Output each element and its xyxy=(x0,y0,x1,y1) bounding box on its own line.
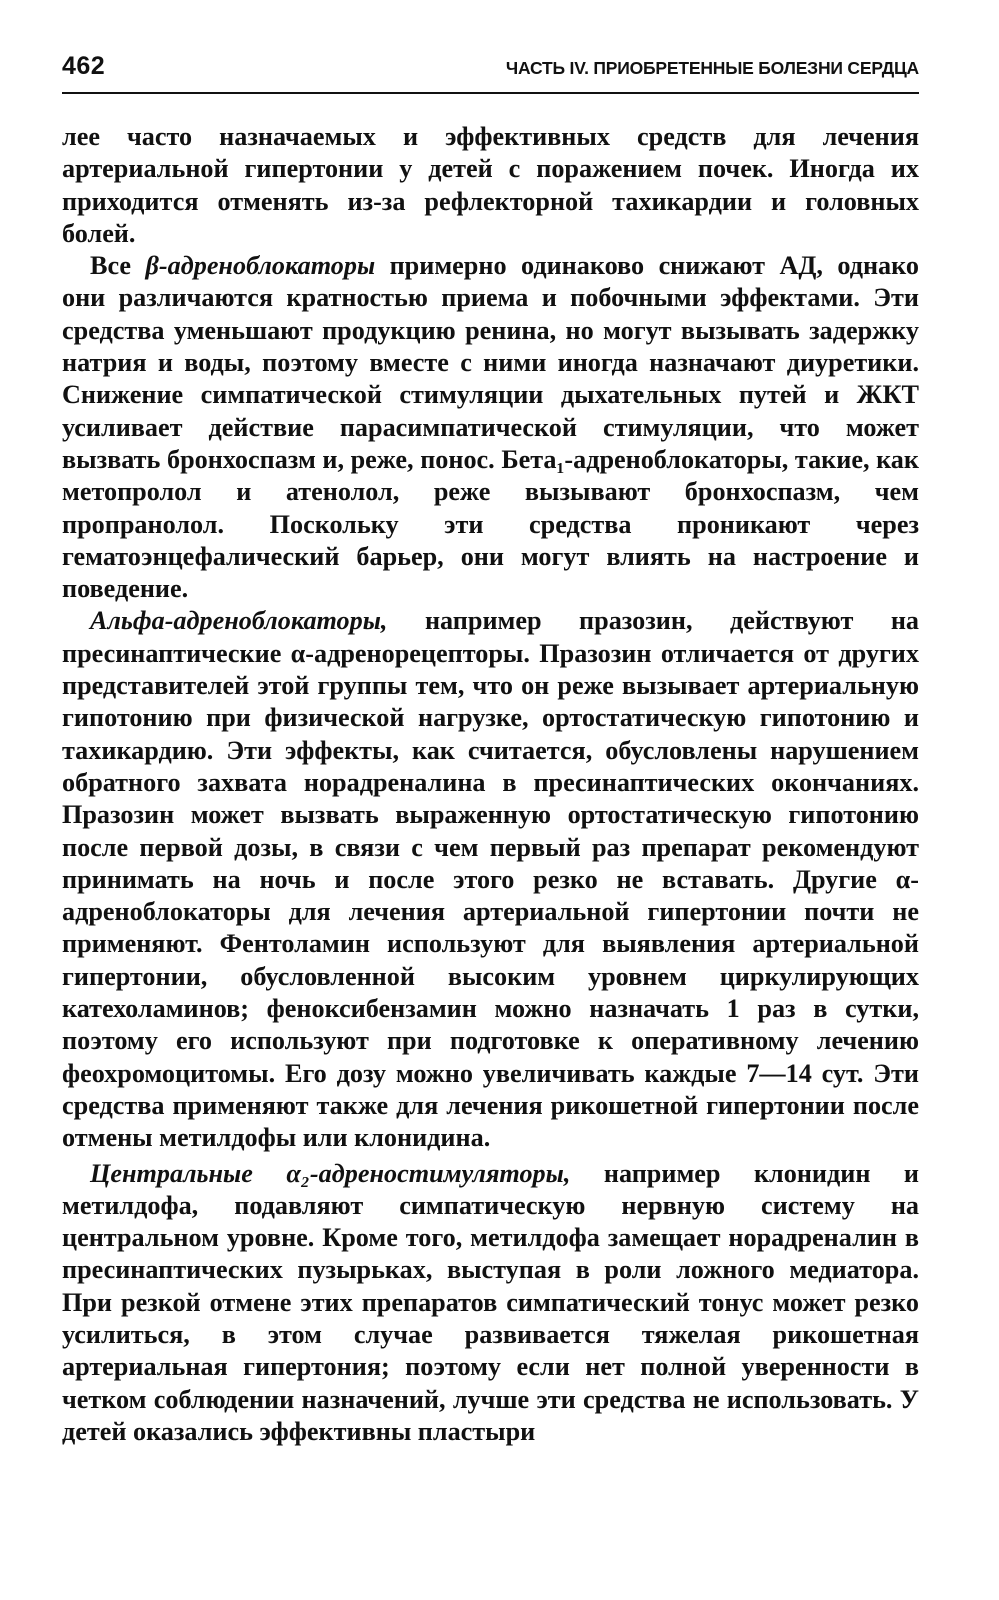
term-alpha-blockers: Альфа-адреноблокаторы, xyxy=(90,606,388,636)
running-head: ЧАСТЬ IV. ПРИОБРЕТЕННЫЕ БОЛЕЗНИ СЕРДЦА xyxy=(505,58,919,78)
paragraph-3 xyxy=(62,605,919,1154)
paragraph-2-prefix: Все xyxy=(90,251,146,281)
paragraph-3-text: например празозин, действуют на пресинаптические α-адренорецепторы. Празозин отличается от других представителей этой группы тем, что он реже вызывает артериальную гипотонию при физической нагрузке, ортостатическую гипотонию и тахикардию. Эти эффекты, как считается, обусловлены нарушением обратного захвата норадреналина в пресинаптических окончаниях. Празозин может вызвать выраженную ортостатическую гипотонию после первой дозы, в связи с чем первый раз препарат рекомендуют принимать на ночь и после этого резко не вставать. Другие α-адреноблокаторы для лечения артериальной гипертонии почти не применяют. Фентоламин используют для выявления артериальной гипертонии, обусловленной высоким уровнем циркулирующих катехоламинов; феноксибензамин можно назначать 1 раз в сутки, поэтому его используют при подготовке к оперативному лечению феохромоцитомы. Его дозу можно увеличивать каждые 7—14 сут. Эти средства применяют также для лечения рикошетной гипертонии после отмены метилдофы или клонидина. xyxy=(62,606,919,1153)
page-number: 462 xyxy=(62,52,106,80)
paragraph-1-text: лее часто назначаемых и эффективных средств для лечения артериальной гипертонии у детей с поражением почек. Иногда их приходится отменять из-за рефлекторной тахикардии и головных болей. xyxy=(62,122,919,248)
paragraph-4 xyxy=(62,1158,919,1449)
page-header xyxy=(62,52,919,94)
term-beta-blockers: β-адреноблокаторы xyxy=(145,251,376,281)
body-text xyxy=(62,121,919,1448)
paragraph-4-text: например клонидин и метилдофа, подавляют симпатическую нервную систему на центральном уровне. Кроме того, метилдофа замещает норадреналин в пресинаптических пузырьках, выступая в роли ложного медиатора. При резкой отмене этих препаратов симпатический тонус может резко усилиться, в этом случае развивается тяжелая рикошетная артериальная гипертония; поэтому если нет полной уверенности в четком соблюдении назначений, лучше эти средства не использовать. У детей оказались эффективны пластыри xyxy=(62,1158,920,1446)
term-central-alpha2-agonists: Центральные α₂-адреностимуляторы, xyxy=(90,1158,571,1188)
paragraph-2-text: примерно одинаково снижают АД, однако они различаются кратностью приема и побочными эффектами. Эти средства уменьшают продукцию ренина, но могут вызывать задержку натрия и воды, поэтому вместе с ними иногда назначают диуретики. Снижение симпатической стимуляции дыхательных путей и ЖКТ усиливает действие парасимпатической стимуляции, что может вызвать бронхоспазм и, реже, понос. Бета₁-адреноблокаторы, такие, как метопролол и атенолол, реже вызывают бронхоспазм, чем пропранолол. Поскольку эти средства проникают через гематоэнцефалический барьер, они могут влиять на настроение и поведение. xyxy=(62,251,919,604)
paragraph-1 xyxy=(62,121,919,250)
paragraph-2 xyxy=(62,250,919,605)
